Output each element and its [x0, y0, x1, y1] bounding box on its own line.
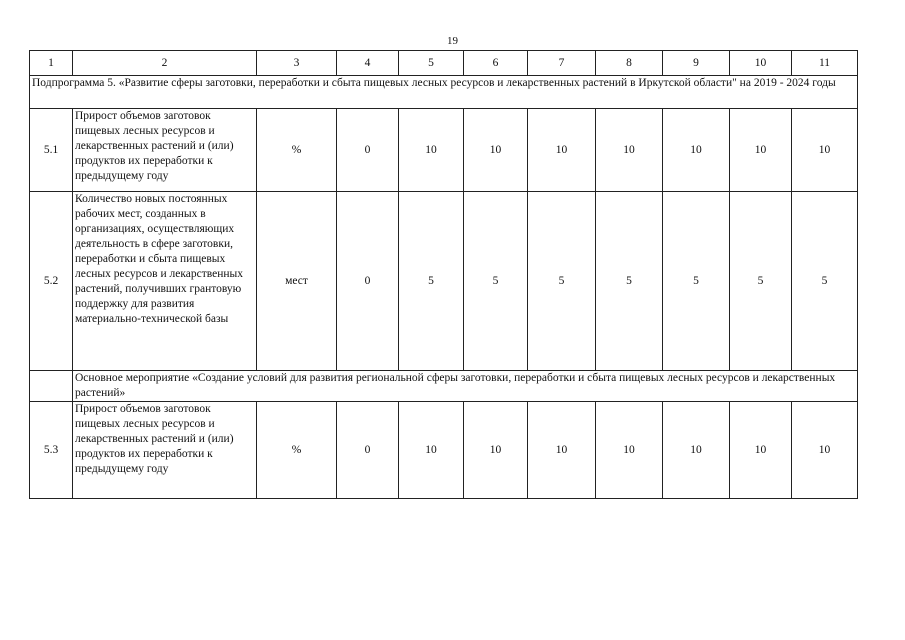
table-header-row — [30, 51, 858, 76]
header-cell: 7 — [528, 51, 596, 76]
header-cell: 11 — [792, 51, 858, 76]
value-cell: 10 — [730, 402, 792, 499]
value-cell: 10 — [663, 402, 730, 499]
unit-cell: % — [257, 402, 337, 499]
header-cell: 8 — [596, 51, 663, 76]
value-cell: 5 — [663, 192, 730, 371]
header-cell: 10 — [730, 51, 792, 76]
value-cell: 0 — [337, 109, 399, 192]
page-number: 19 — [447, 35, 458, 47]
value-cell: 10 — [792, 402, 858, 499]
value-cell: 10 — [528, 109, 596, 192]
value-cell: 10 — [464, 109, 528, 192]
indicator-name: Прирост объемов заготовок пищевых лесных ресурсов и лекарственных растений и (или) продуктов их переработки к предыдущему году — [73, 402, 257, 499]
unit-cell: мест — [257, 192, 337, 371]
value-cell: 10 — [596, 402, 663, 499]
header-cell: 1 — [30, 51, 73, 76]
table-row — [30, 402, 858, 499]
value-cell: 5 — [596, 192, 663, 371]
event-row — [30, 371, 858, 402]
row-number: 5.2 — [30, 192, 73, 371]
table-row — [30, 192, 858, 371]
value-cell: 5 — [730, 192, 792, 371]
value-cell: 10 — [528, 402, 596, 499]
unit-cell: % — [257, 109, 337, 192]
row-number: 5.1 — [30, 109, 73, 192]
subprogram-row — [30, 76, 858, 109]
event-title: Основное мероприятие «Создание условий для развития региональной сферы заготовки, переработки и сбыта пищевых лесных ресурсов и лекарственных растений» — [73, 371, 858, 402]
indicators-table — [29, 50, 858, 499]
value-cell: 5 — [528, 192, 596, 371]
header-cell: 6 — [464, 51, 528, 76]
subprogram-title: Подпрограмма 5. «Развитие сферы заготовки, переработки и сбыта пищевых лесных ресурсов и лекарственных растений в Иркутской области" на 2019 - 2024 годы — [30, 76, 858, 109]
header-cell: 2 — [73, 51, 257, 76]
event-number-cell — [30, 371, 73, 402]
header-cell: 5 — [399, 51, 464, 76]
value-cell: 5 — [399, 192, 464, 371]
value-cell: 10 — [399, 109, 464, 192]
value-cell: 10 — [464, 402, 528, 499]
indicator-name: Прирост объемов заготовок пищевых лесных ресурсов и лекарственных растений и (или) продуктов их переработки к предыдущему году — [73, 109, 257, 192]
header-cell: 4 — [337, 51, 399, 76]
header-cell: 3 — [257, 51, 337, 76]
indicator-name: Количество новых постоянных рабочих мест, созданных в организациях, осуществляющих деятельность в сфере заготовки, переработки и сбыта пищевых лесных ресурсов и лекарственных растений, получивших грантовую поддержку для развития материально-технической базы — [73, 192, 257, 371]
header-cell: 9 — [663, 51, 730, 76]
value-cell: 10 — [399, 402, 464, 499]
row-number: 5.3 — [30, 402, 73, 499]
value-cell: 10 — [663, 109, 730, 192]
value-cell: 5 — [464, 192, 528, 371]
value-cell: 0 — [337, 192, 399, 371]
value-cell: 0 — [337, 402, 399, 499]
table-row — [30, 109, 858, 192]
value-cell: 10 — [596, 109, 663, 192]
value-cell: 10 — [792, 109, 858, 192]
value-cell: 5 — [792, 192, 858, 371]
value-cell: 10 — [730, 109, 792, 192]
